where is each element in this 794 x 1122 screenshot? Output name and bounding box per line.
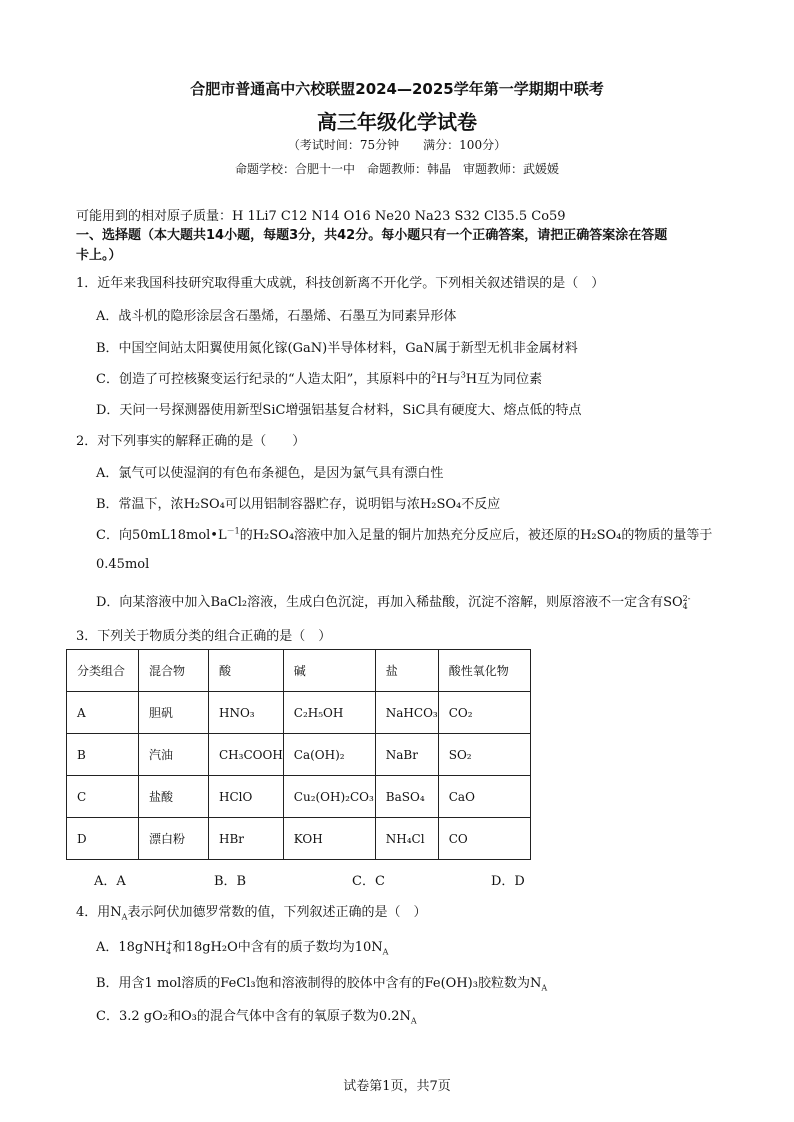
table-header: 酸性氧化物 xyxy=(438,650,530,692)
q1-option-d: D．天问一号探测器使用新型SiC增强铝基复合材料，SiC具有硬度大、熔点低的特点 xyxy=(96,403,582,418)
section1-heading-line2: 卡上。） xyxy=(76,248,122,263)
exam-title: 合肥市普通高中六校联盟2024—2025学年第一学期期中联考 xyxy=(190,80,604,98)
q3-option-c: C．C xyxy=(352,874,385,889)
exam-info: （考试时间：75分钟 满分：100分） xyxy=(287,138,507,152)
q4-option-c: C．3.2 gO₂和O₃的混合气体中含有的氧原子数为$0.2N_A$ xyxy=(96,1009,417,1026)
table-row xyxy=(67,776,531,818)
table-cell: Cu₂(OH)₂CO₃ xyxy=(283,776,375,818)
table-cell: 胆矾 xyxy=(139,692,209,734)
q1-stem: 1．近年来我国科技研究取得重大成就，科技创新离不开化学。下列相关叙述错误的是（ ） xyxy=(76,276,605,291)
q3-option-b: B．B xyxy=(214,874,247,889)
q4-stem: 4．用$N_A$表示阿伏加德罗常数的值，下列叙述正确的是（ ） xyxy=(76,905,427,922)
atomic-masses: 可能用到的相对原子质量：H 1Li7 C12 N14 O16 Ne20 Na23 S32 Cl35.5 Co59 xyxy=(76,209,566,224)
table-cell: C₂H₅OH xyxy=(283,692,375,734)
table-row xyxy=(67,692,531,734)
q4-option-a: A．18gNH + 4 和18gH₂O中含有的质子数均为$10N_A$ xyxy=(96,938,389,957)
q1-option-b: B．中国空间站太阳翼使用氮化镓(GaN)半导体材料，GaN属于新型无机非金属材料 xyxy=(96,341,578,356)
table-header: 混合物 xyxy=(139,650,209,692)
table-cell: CO₂ xyxy=(438,692,530,734)
table-cell: CH₃COOH xyxy=(209,734,284,776)
table-cell: HBr xyxy=(209,818,284,860)
q2-stem: 2．对下列事实的解释正确的是（ ） xyxy=(76,434,306,449)
table-header: 碱 xyxy=(283,650,375,692)
page-footer: 试卷第1页，共7页 xyxy=(343,1079,451,1094)
exam-authors: 命题学校：合肥十一中 命题教师：韩晶 审题教师：武媛媛 xyxy=(234,162,559,176)
table-row xyxy=(67,734,531,776)
table-cell: B xyxy=(67,734,139,776)
table-cell: A xyxy=(67,692,139,734)
q3-option-d: D．D xyxy=(491,874,525,889)
section1-heading-line1: 一、选择题（本大题共14小题，每题3分，共42分。每小题只有一个正确答案，请把正确答案涂在答题 xyxy=(76,228,668,243)
table-header: 酸 xyxy=(209,650,284,692)
table-cell: KOH xyxy=(283,818,375,860)
table-header: 分类组合 xyxy=(67,650,139,692)
q3-option-a: A．A xyxy=(94,874,126,889)
q4-option-b: B．用含1 mol溶质的FeCl₃饱和溶液制得的胶体中含有的Fe(OH)₃胶粒数为$N_A$ xyxy=(96,976,548,993)
table-cell: CaO xyxy=(438,776,530,818)
table-cell: BaSO₄ xyxy=(375,776,438,818)
q2-option-a: A．氯气可以使湿润的有色布条褪色，是因为氯气具有漂白性 xyxy=(96,466,444,481)
q2-option-b: B．常温下，浓H₂SO₄可以用铝制容器贮存，说明铝与浓H₂SO₄不反应 xyxy=(96,497,501,512)
classification-table xyxy=(66,649,531,860)
paper-subtitle: 高三年级化学试卷 xyxy=(317,110,477,134)
table-cell: 盐酸 xyxy=(139,776,209,818)
table-cell: NaBr xyxy=(375,734,438,776)
table-cell: 汽油 xyxy=(139,734,209,776)
table-cell: Ca(OH)₂ xyxy=(283,734,375,776)
table-cell: HNO₃ xyxy=(209,692,284,734)
table-cell: NaHCO₃ xyxy=(375,692,438,734)
table-cell: NH₄Cl xyxy=(375,818,438,860)
q2-option-c-cont: 0.45mol xyxy=(96,557,150,572)
q1-option-a: A．战斗机的隐形涂层含石墨烯，石墨烯、石墨互为同素异形体 xyxy=(96,309,457,324)
table-cell: CO xyxy=(438,818,530,860)
table-row xyxy=(67,818,531,860)
table-header-row xyxy=(67,650,531,692)
table-cell: D xyxy=(67,818,139,860)
table-cell: SO₂ xyxy=(438,734,530,776)
table-cell: 漂白粉 xyxy=(139,818,209,860)
q1-option-c: C．创造了可控核聚变运行纪录的“人造太阳”，其原料中的$^2$H与$^3$H互为同位素 xyxy=(96,370,543,387)
table-cell: HClO xyxy=(209,776,284,818)
q3-stem: 3．下列关于物质分类的组合正确的是（ ） xyxy=(76,629,332,644)
q2-option-c: C．向$50mL18mol•L^{-1}$的H₂SO₄溶液中加入足量的铜片加热充分反应后，被还原的H₂SO₄的物质的量等于 xyxy=(96,526,713,543)
table-header: 盐 xyxy=(375,650,438,692)
table-cell: C xyxy=(67,776,139,818)
q2-option-d: D．向某溶液中加入BaCl₂溶液，生成白色沉淀，再加入稀盐酸，沉淀不溶解，则原溶液不一定含有SO 2- 4 xyxy=(96,593,691,611)
